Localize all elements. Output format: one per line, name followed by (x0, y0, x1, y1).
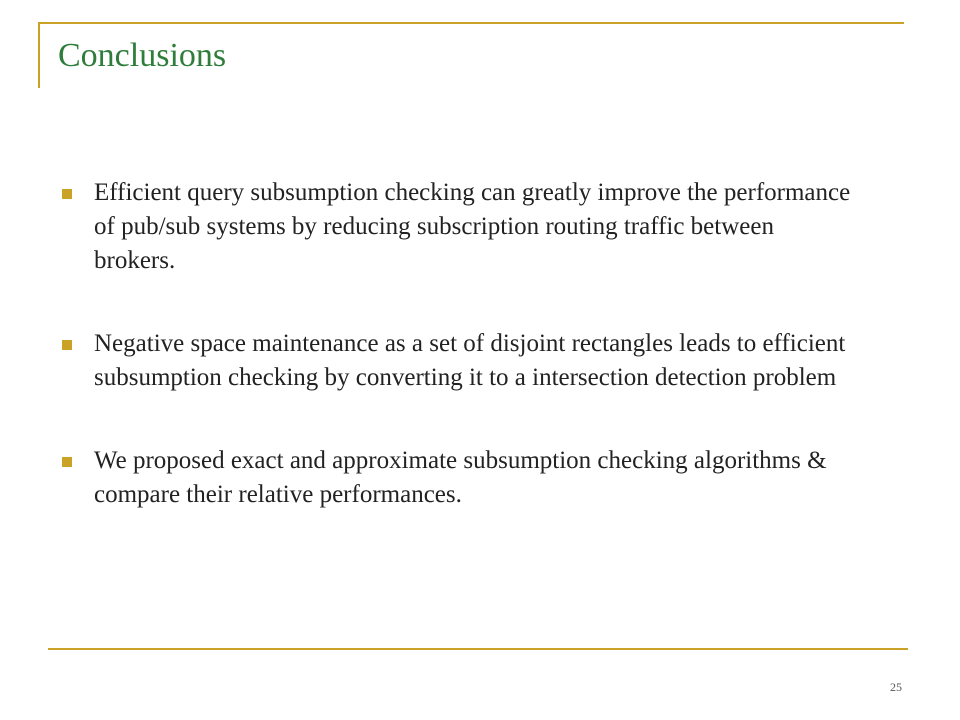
square-bullet-icon (62, 340, 72, 350)
top-divider (38, 22, 904, 24)
bullet-list (58, 176, 858, 561)
slide-title: Conclusions (58, 37, 227, 74)
square-bullet-icon (62, 189, 72, 199)
left-divider (38, 22, 40, 88)
page-number: 25 (890, 680, 902, 694)
bullet-item (58, 176, 858, 278)
bullet-text: We proposed exact and approximate subsumption checking algorithms & compare their relative performances. (94, 447, 827, 508)
bullet-text: Efficient query subsumption checking can greatly improve the performance of pub/sub systems by reducing subscription routing traffic between brokers. (94, 179, 851, 274)
bullet-item (58, 444, 858, 512)
bottom-divider (48, 648, 908, 650)
bullet-text: Negative space maintenance as a set of disjoint rectangles leads to efficient subsumption checking by converting it to a intersection detection problem (94, 330, 846, 391)
square-bullet-icon (62, 457, 72, 467)
bullet-item (58, 327, 858, 395)
